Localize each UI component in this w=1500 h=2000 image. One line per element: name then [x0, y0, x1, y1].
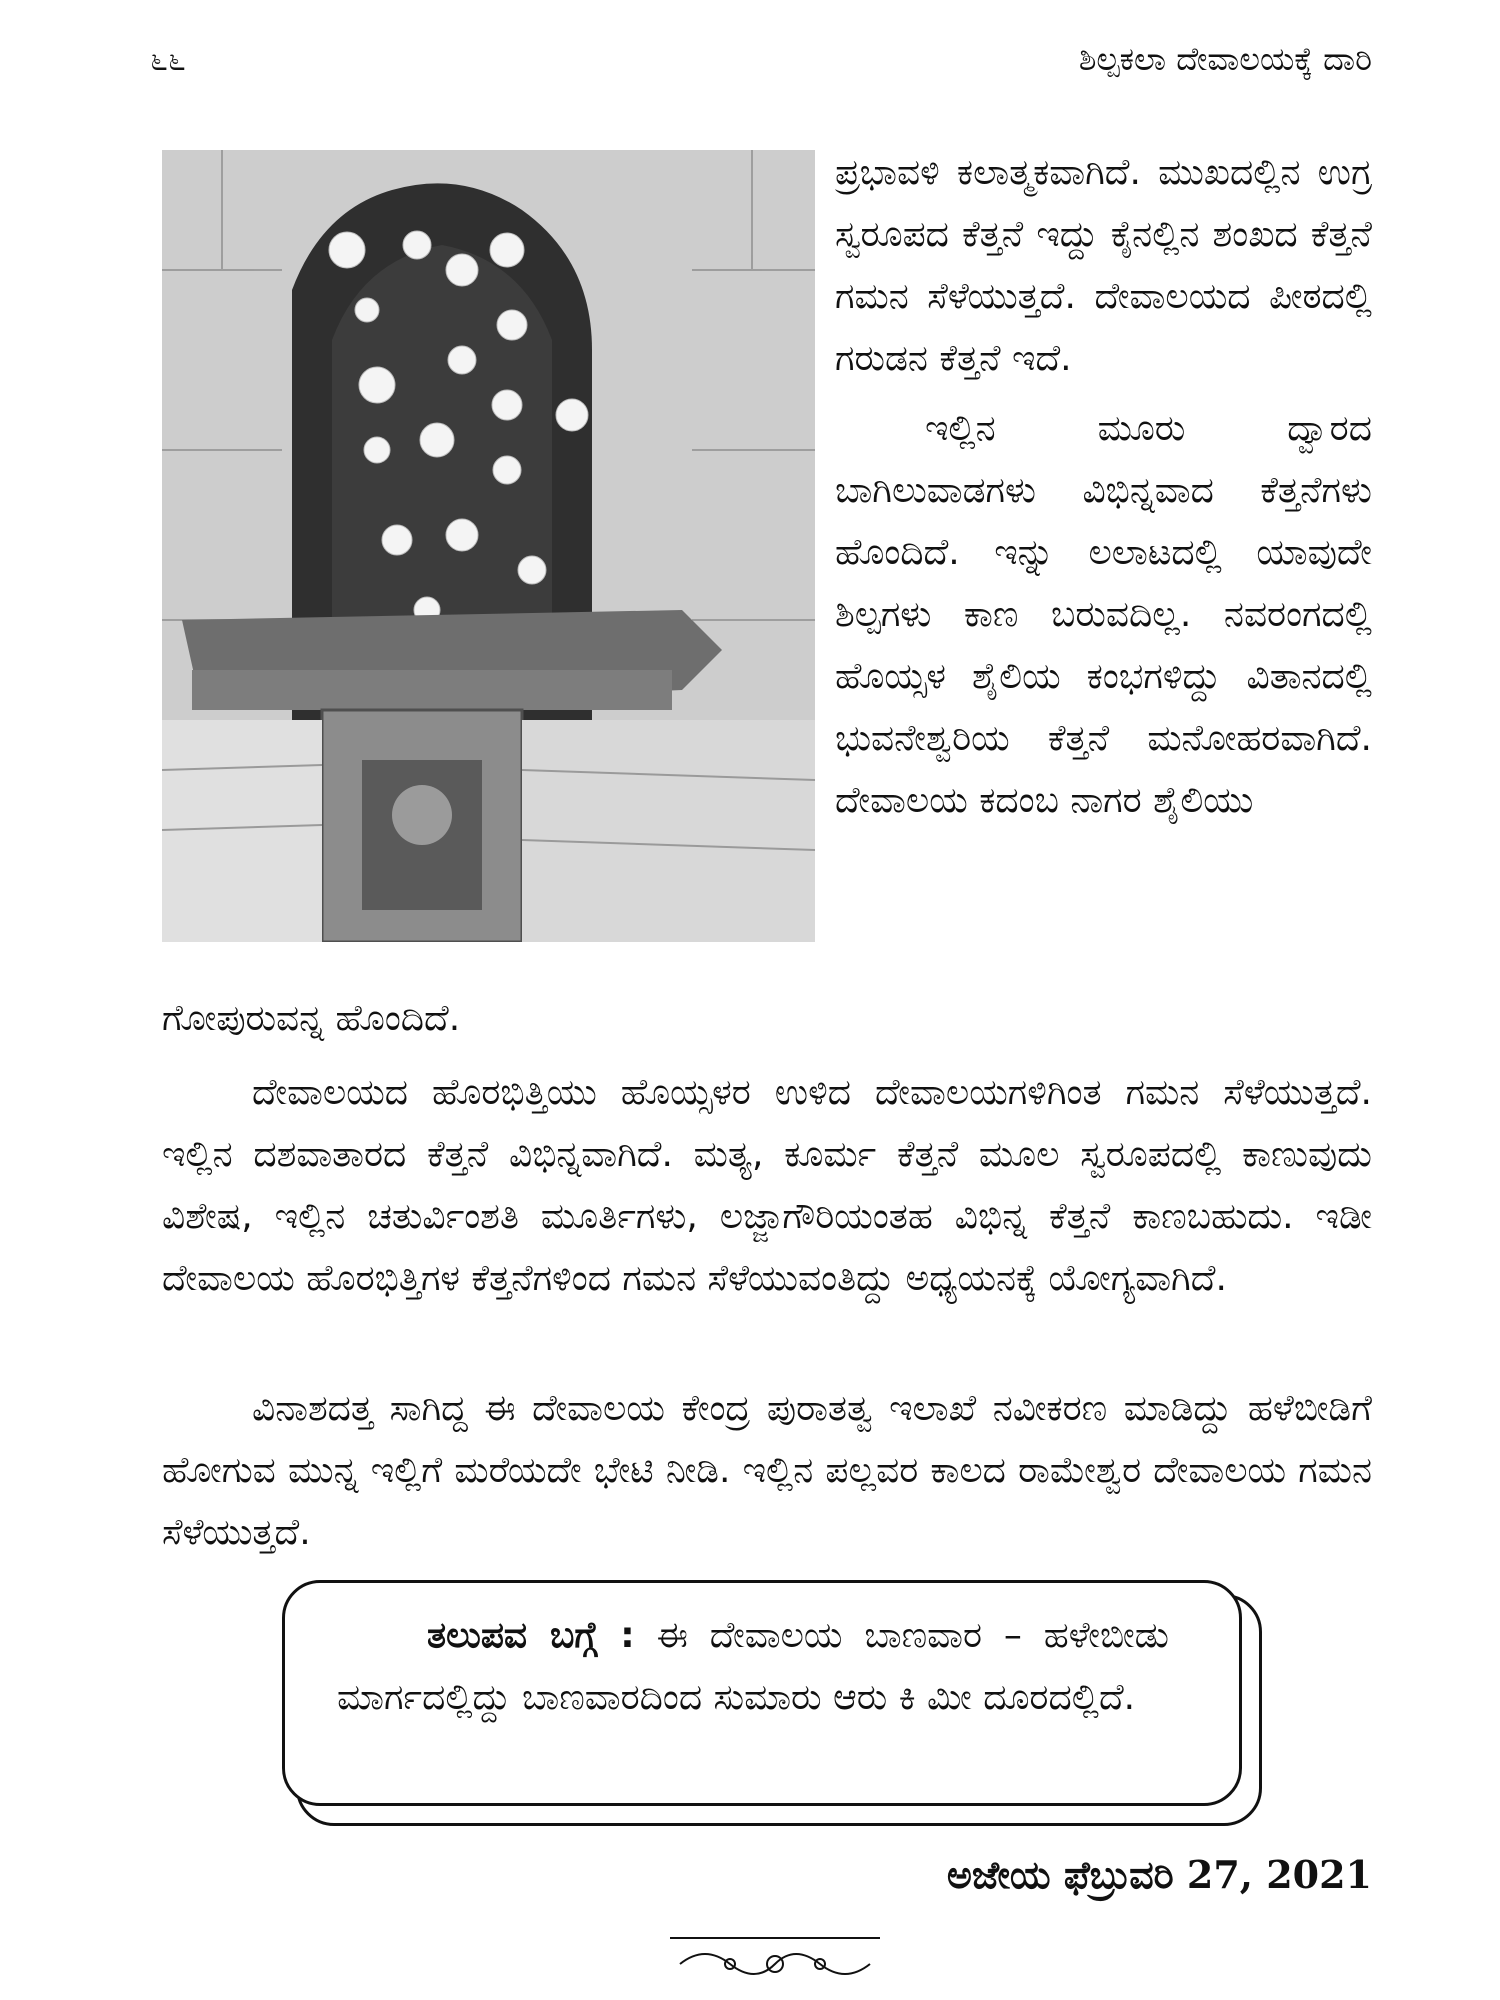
body-paragraph [162, 1062, 1372, 1310]
note-text: ಈ ದೇವಾಲಯ ಬಾಣವಾರ – ಹಳೇಬೀಡು ಮಾರ್ಗದಲ್ಲಿದ್ದು ಬಾಣವಾರದಿಂದ ಸುಮಾರು ಆರು ಕಿ ಮೀ ದೂರದಲ್ಲಿದೆ. [337, 1615, 1169, 1718]
decorative-ornament-icon [660, 1932, 890, 1992]
body-paragraph [162, 1378, 1372, 1564]
paragraph: ವಿನಾಶದತ್ತ ಸಾಗಿದ್ದ ಈ ದೇವಾಲಯ ಕೇಂದ್ರ ಪುರಾತತ್ವ ಇಲಾಖೆ ನವೀಕರಣ ಮಾಡಿದ್ದು ಹಳೆಬೀಡಿಗೆ ಹೋಗುವ ಮುನ್ನ ಇಲ್ಲಿಗೆ ಮರೆಯದೇ ಭೇಟಿ ನೀಡಿ. ಇಲ್ಲಿನ ಪಲ್ಲವರ ಕಾಲದ ರಾಮೇಶ್ವರ ದೇವಾಲಯ ಗಮನ ಸೆಳೆಯುತ್ತದೆ. [162, 1388, 1372, 1553]
note-label: ತಲುಪವ ಬಗ್ಗೆ : [427, 1615, 635, 1656]
continuation-text [162, 988, 1372, 1050]
paragraph: ಇಲ್ಲಿನ ಮೂರು ದ್ವಾರದ ಬಾಗಿಲುವಾಡಗಳು ವಿಭಿನ್ನವಾದ ಕೆತ್ತನೆಗಳು ಹೊಂದಿದೆ. ಇನ್ನು ಲಲಾಟದಲ್ಲಿ ಯಾವುದೇ ಶಿಲ್ಪಗಳು ಕಾಣ ಬರುವದಿಲ್ಲ. ನವರಂಗದಲ್ಲಿ ಹೊಯ್ಸಳ ಶೈಲಿಯ ಕಂಭಗಳಿದ್ದು ವಿತಾನದಲ್ಲಿ ಭುವನೇಶ್ವರಿಯ ಕೆತ್ತನೆ ಮನೋಹರವಾಗಿದೆ. ದೇವಾಲಯ ಕದಂಬ ನಾಗರ ಶೈಲಿಯು [835, 408, 1372, 821]
paragraph: ಗೋಪುರುವನ್ನ ಹೊಂದಿದೆ. [162, 998, 461, 1039]
travel-note-box [282, 1580, 1242, 1806]
running-title: ಶಿಲ್ಪಕಲಾ ದೇವಾಲಯಕ್ಕೆ ದಾರಿ [1078, 40, 1372, 78]
paragraph: ಪ್ರಭಾವಳಿ ಕಲಾತ್ಮಕವಾಗಿದೆ. ಮುಖದಲ್ಲಿನ ಉಗ್ರ ಸ್ವರೂಪದ ಕೆತ್ತನೆ ಇದ್ದು ಕೈನಲ್ಲಿನ ಶಂಖದ ಕೆತ್ತನೆ ಗಮನ ಸೆಳೆಯುತ್ತದೆ. ದೇವಾಲಯದ ಪೀಠದಲ್ಲಿ ಗರುಡನ ಕೆತ್ತನೆ ಇದೆ. [835, 152, 1372, 379]
right-column-text [835, 142, 1372, 832]
page-number: ೬೬ [150, 40, 186, 78]
sculpture-photo [162, 150, 815, 942]
author-date-signature: ಅಜೇಯ ಫೆಬ್ರುವರಿ 27, 2021 [946, 1852, 1372, 1897]
paragraph: ದೇವಾಲಯದ ಹೊರಭಿತ್ತಿಯು ಹೊಯ್ಸಳರ ಉಳಿದ ದೇವಾಲಯಗಳಿಗಿಂತ ಗಮನ ಸೆಳೆಯುತ್ತದೆ. ಇಲ್ಲಿನ ದಶವಾತಾರದ ಕೆತ್ತನೆ ವಿಭಿನ್ನವಾಗಿದೆ. ಮತ್ಯ, ಕೂರ್ಮ ಕೆತ್ತನೆ ಮೂಲ ಸ್ವರೂಪದಲ್ಲಿ ಕಾಣುವುದು ವಿಶೇಷ, ಇಲ್ಲಿನ ಚತುರ್ವಿಂಶತಿ ಮೂರ್ತಿಗಳು, ಲಜ್ಜಾಗೌರಿಯಂತಹ ವಿಭಿನ್ನ ಕೆತ್ತನೆ ಕಾಣಬಹುದು. ಇಡೀ ದೇವಾಲಯ ಹೊರಭಿತ್ತಿಗಳ ಕೆತ್ತನೆಗಳಿಂದ ಗಮನ ಸೆಳೆಯುವಂತಿದ್ದು ಅಧ್ಯಯನಕ್ಕೆ ಯೋಗ್ಯವಾಗಿದೆ. [162, 1072, 1372, 1299]
